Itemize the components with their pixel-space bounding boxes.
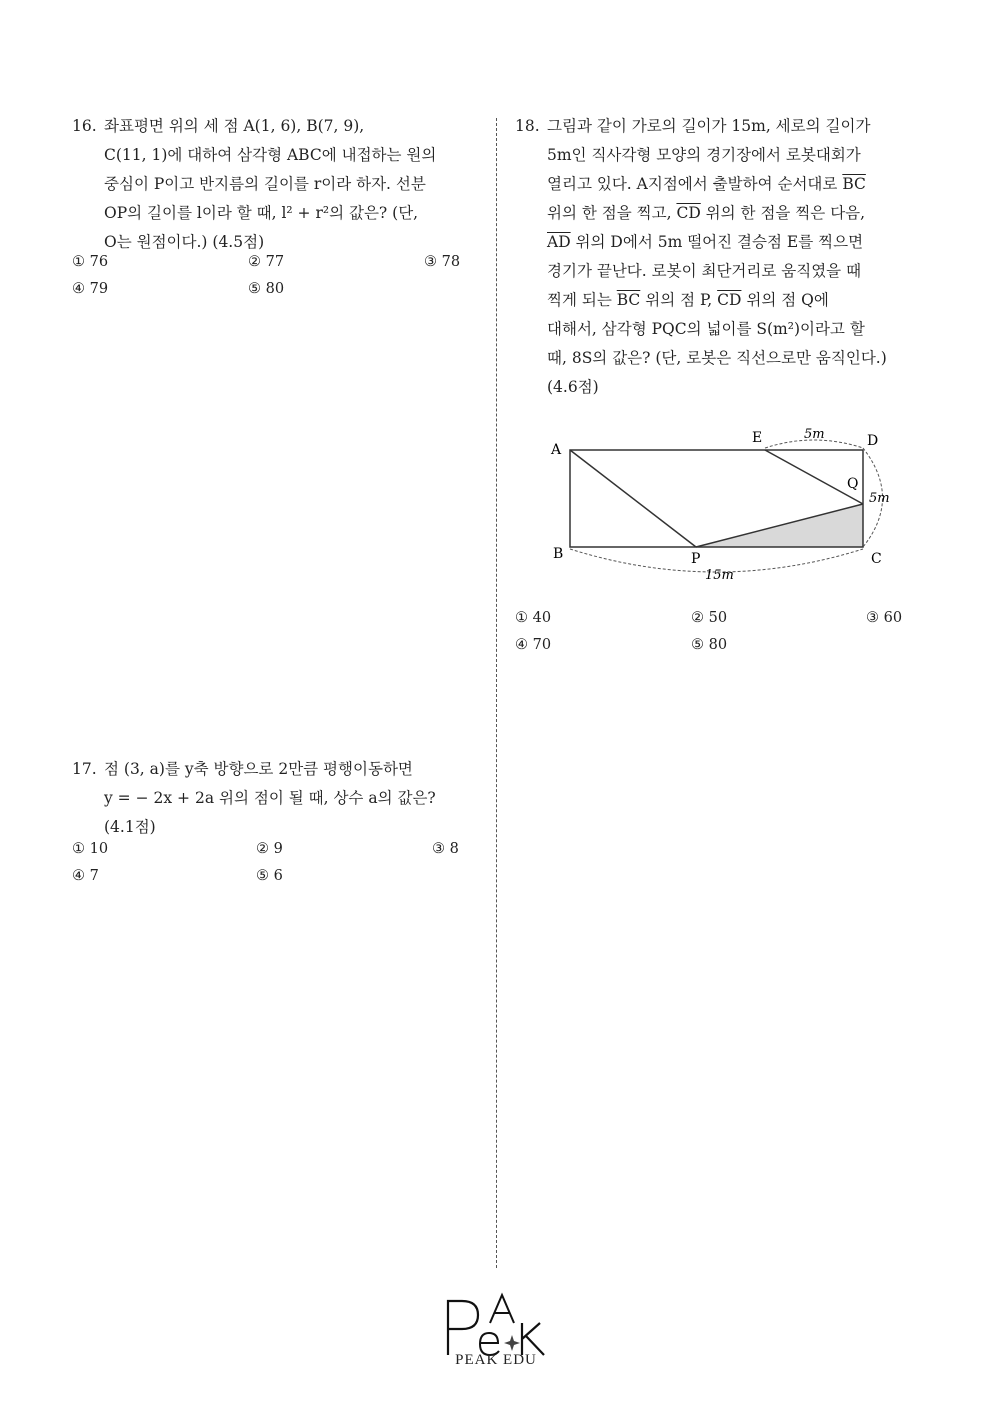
choice-1[interactable]: ① 40	[515, 610, 552, 626]
question-line: 점 (3, a)를 y축 방향으로 2만큼 평행이동하면	[104, 760, 413, 778]
text-run: 찍게 되는	[547, 291, 617, 309]
question-line: 좌표평면 위의 세 점 A(1, 6), B(7, 9),	[104, 117, 365, 135]
choice-2[interactable]: ② 50	[691, 610, 728, 626]
question-line	[547, 199, 887, 228]
question-line: (4.1점)	[104, 818, 156, 836]
question-line: 대해서, 삼각형 PQC의 넓이를 S(m²)이라고 할	[547, 320, 865, 338]
question-number: 18.	[515, 117, 540, 135]
question-line	[547, 286, 887, 315]
choice-3[interactable]: ③ 60	[866, 610, 903, 626]
label-e: E	[752, 430, 763, 446]
choice-2[interactable]: ② 9	[256, 841, 283, 857]
question-number: 17.	[72, 760, 97, 778]
choice-4[interactable]: ④ 7	[72, 868, 99, 884]
question-line	[547, 170, 887, 199]
choice-5[interactable]: ⑤ 80	[248, 281, 285, 297]
column-divider	[496, 118, 497, 1268]
segment-cd: $\overline{CD}$	[717, 291, 742, 309]
question-line: 그림과 같이 가로의 길이가 15m, 세로의 길이가	[547, 117, 871, 135]
label-a: A	[551, 442, 562, 458]
rectangle-figure	[540, 420, 900, 590]
question-text	[104, 112, 436, 257]
question-line: 5m인 직사각형 모양의 경기장에서 로봇대회가	[547, 146, 861, 164]
text-run: 위의 한 점을 찍고,	[547, 204, 677, 222]
choice-2[interactable]: ② 77	[248, 254, 285, 270]
segment-bc: $\overline{BC}$	[616, 291, 641, 309]
choice-3[interactable]: ③ 78	[424, 254, 461, 270]
label-c: C	[871, 551, 882, 567]
question-number: 16.	[72, 117, 97, 135]
choice-5[interactable]: ⑤ 6	[256, 868, 283, 884]
label-right-length: 5m	[869, 491, 890, 506]
text-run: 위의 한 점을 찍은 다음,	[700, 204, 866, 222]
question-text	[104, 755, 436, 842]
label-q: Q	[847, 476, 859, 492]
segment-cd: $\overline{CD}$	[676, 204, 701, 222]
question-line: (4.6점)	[547, 378, 599, 396]
label-b: B	[553, 546, 564, 562]
text-run: 위의 점 Q에	[741, 291, 829, 309]
segment-bc: $\overline{BC}$	[842, 175, 866, 193]
text-run: 열리고 있다. A지점에서 출발하여 순서대로	[547, 175, 843, 193]
question-line: 경기가 끝난다. 로봇이 최단거리로 움직였을 때	[547, 262, 862, 280]
logo-letters: PeAK	[438, 1293, 441, 1294]
choice-1[interactable]: ① 10	[72, 841, 109, 857]
label-p: P	[691, 551, 701, 567]
text-run: 위의 D에서 5m 떨어진 결승점 E를 찍으면	[570, 233, 864, 251]
choice-4[interactable]: ④ 79	[72, 281, 109, 297]
choice-4[interactable]: ④ 70	[515, 637, 552, 653]
question-line	[547, 228, 887, 257]
question-line: 때, 8S의 값은? (단, 로봇은 직선으로만 움직인다.)	[547, 349, 887, 367]
choice-1[interactable]: ① 76	[72, 254, 109, 270]
choice-5[interactable]: ⑤ 80	[691, 637, 728, 653]
text-run: 위의 점 P,	[640, 291, 718, 309]
question-line: 중심이 P이고 반지름의 길이를 r이라 하자. 선분	[104, 175, 426, 193]
question-line: y = − 2x + 2a 위의 점이 될 때, 상수 a의 값은?	[104, 789, 436, 807]
label-d: D	[867, 433, 879, 449]
question-line: C(11, 1)에 대하여 삼각형 ABC에 내접하는 원의	[104, 146, 437, 164]
path-ap	[570, 450, 696, 547]
segment-ad: $\overline{AD}$	[547, 233, 571, 251]
brand-name: PEAK EDU	[455, 1352, 537, 1368]
label-bottom-length: 15m	[705, 568, 734, 583]
question-line: OP의 길이를 l이라 할 때, l² + r²의 값은? (단,	[104, 204, 419, 222]
question-text	[547, 112, 887, 402]
question-line: O는 원점이다.) (4.5점)	[104, 233, 265, 251]
label-top-length: 5m	[804, 427, 825, 442]
choice-3[interactable]: ③ 8	[432, 841, 459, 857]
